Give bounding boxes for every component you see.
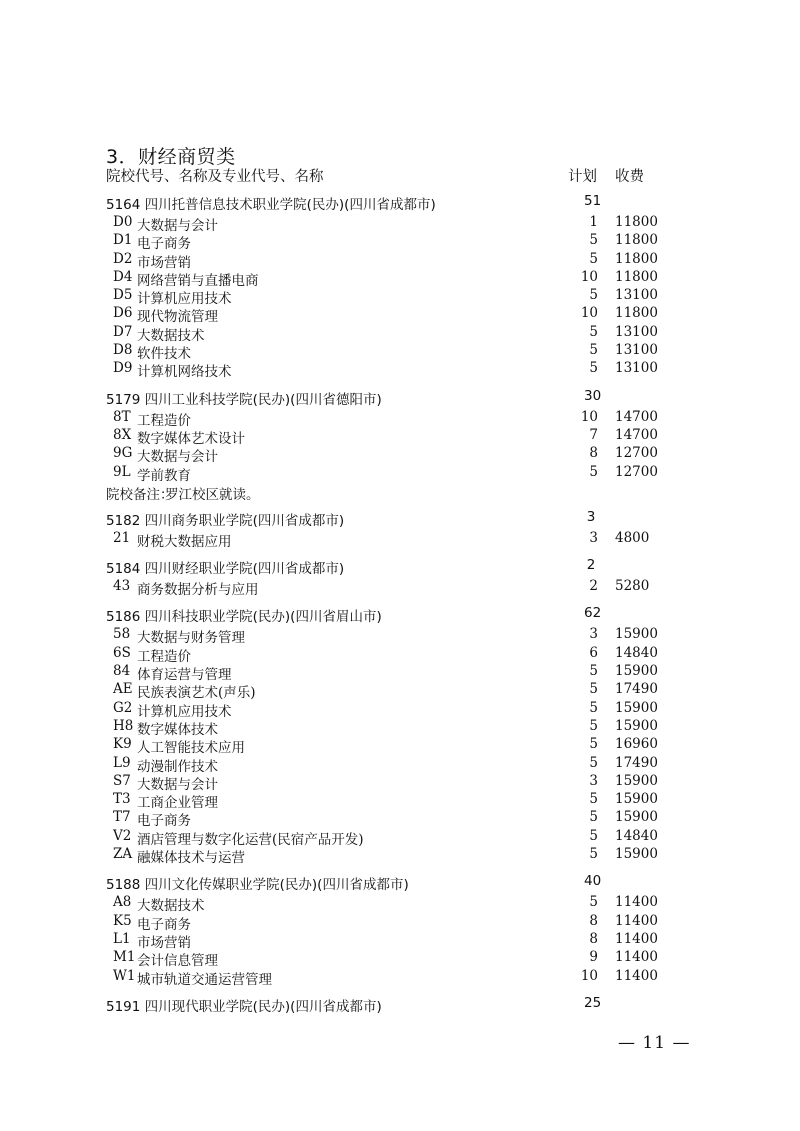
major-plan: 10 [580,408,598,425]
major-fee: 11400 [615,930,658,947]
major-code: K5 [113,912,132,929]
school-name: 5164 四川托普信息技术职业学院(民办)(四川省成都市) [106,197,436,213]
major-plan: 5 [589,360,598,377]
major-plan: 5 [589,250,598,267]
note-text: 罗江校区就读。 [165,486,260,503]
major-row [106,718,706,736]
school-row [106,992,706,1016]
major-code: D4 [113,268,133,285]
major-name: 大数据与会计 [137,776,218,793]
major-name: 电子商务 [137,813,191,830]
major-plan: 5 [589,827,598,844]
major-row [106,232,706,253]
major-plan: 8 [589,930,598,947]
major-row [106,681,706,702]
school-row [106,870,706,894]
major-fee: 15900 [615,626,658,643]
major-fee: 11800 [615,250,658,267]
major-name: 大数据与会计 [137,449,218,466]
major-fee: 11800 [615,268,658,285]
major-code: W1 [113,967,136,984]
major-fee: 13100 [615,323,658,340]
major-code: 9L [113,463,131,480]
major-plan: 5 [589,663,598,680]
major-fee: 15900 [615,663,658,680]
note-label: 院校备注： [106,486,174,503]
school-row [106,190,706,214]
major-code: G2 [113,699,133,716]
major-fee: 5280 [615,578,650,595]
major-code: H8 [113,717,134,734]
major-row [106,360,706,381]
major-name: 动漫制作技术 [137,758,218,775]
school-plan: 51 [584,193,602,209]
major-code: D1 [113,232,133,249]
major-plan: 8 [589,445,598,462]
major-plan: 5 [589,681,598,698]
major-fee: 11400 [615,912,658,929]
major-name: 财税大数据应用 [137,533,232,550]
major-row [106,645,706,663]
major-plan: 5 [589,846,598,863]
major-fee: 13100 [615,342,658,359]
major-code: 6S [113,644,131,661]
major-code: V2 [113,827,132,844]
major-code: 43 [113,578,131,595]
major-code: ZA [113,846,133,863]
major-plan: 5 [589,717,598,734]
school-name: 5184 四川财经职业学院(四川省成都市) [106,561,345,578]
major-name: 民族表演艺术(声乐) [137,685,256,702]
major-fee: 11800 [615,232,658,249]
major-plan: 10 [580,268,598,285]
school-plan: 40 [584,873,602,890]
major-code: 8X [113,426,132,443]
major-row [106,846,706,867]
major-plan: 8 [589,912,598,929]
section-title: 3．财经商贸类 [106,146,236,168]
school-row [106,385,706,409]
major-fee: 11400 [615,894,658,911]
major-code: S7 [113,772,131,789]
school-plan: 2 [586,557,596,574]
major-fee: 15900 [615,791,658,808]
major-name: 商务数据分析与应用 [137,582,259,599]
major-name: 软件技术 [137,346,191,363]
major-name: 大数据与财务管理 [137,630,245,647]
major-code: D8 [113,342,133,359]
major-plan: 5 [589,323,598,340]
major-code: AE [113,681,133,698]
major-code: L9 [113,754,131,771]
major-fee: 15900 [615,717,658,734]
major-code: A8 [113,894,132,911]
school-plan: 3 [586,508,596,525]
major-fee: 16960 [615,736,658,753]
major-code: T7 [113,809,131,826]
major-row [106,427,706,445]
major-plan: 7 [589,426,598,443]
major-name: 工程造价 [137,412,191,429]
major-row [106,251,706,269]
major-plan: 5 [589,809,598,826]
major-code: M1 [113,949,136,966]
major-name: 大数据技术 [137,327,205,344]
school-name: 5191 四川现代职业学院(民办)(四川省成都市) [106,998,382,1015]
major-code: 8T [113,408,131,425]
major-row [106,913,706,931]
major-plan: 3 [589,626,598,643]
major-name: 大数据与会计 [137,218,218,234]
major-fee: 11400 [615,967,658,984]
major-plan: 5 [589,699,598,716]
major-row [106,773,706,791]
major-fee: 15900 [615,846,658,863]
major-row [106,755,706,773]
major-row [106,445,706,466]
major-fee: 17490 [615,754,658,771]
major-fee: 15900 [615,809,658,826]
major-plan: 5 [589,232,598,249]
major-fee: 11800 [615,214,658,230]
major-name: 酒店管理与数字化运营(民宿产品开发) [137,831,364,848]
school-row [106,602,706,626]
major-fee: 12700 [615,463,658,480]
major-code: D6 [113,305,133,322]
major-fee: 14700 [615,426,658,443]
major-row [106,894,706,915]
major-name: 计算机网络技术 [137,364,232,381]
major-plan: 5 [589,736,598,753]
major-fee: 17490 [615,681,658,698]
major-code: 58 [113,626,131,643]
major-fee: 15900 [615,772,658,789]
major-plan: 3 [589,529,598,546]
school-name: 5186 四川科技职业学院(民办)(四川省眉山市) [106,609,382,626]
major-row [106,530,706,548]
major-fee: 11800 [615,305,658,322]
major-name: 大数据技术 [137,898,205,915]
major-name: 市场营销 [137,934,191,951]
header-fee-label: 收费 [615,169,644,185]
major-name: 网络营销与直播电商 [137,272,259,289]
school-row [106,554,706,578]
major-fee: 15900 [615,699,658,716]
school-plan: 30 [584,387,602,404]
major-row [106,269,706,287]
major-fee: 14840 [615,644,658,661]
major-plan: 9 [589,949,598,966]
major-name: 融媒体技术与运营 [137,850,245,867]
major-row [106,700,706,718]
major-row [106,931,706,949]
school-name: 5179 四川工业科技学院(民办)(四川省德阳市) [106,391,382,408]
major-plan: 5 [589,287,598,304]
major-row [106,305,706,326]
major-name: 工商企业管理 [137,795,218,812]
major-row [106,736,706,757]
table-header [106,165,666,185]
major-plan: 5 [589,791,598,808]
major-name: 电子商务 [137,236,191,253]
major-plan: 5 [589,894,598,911]
major-name: 计算机应用技术 [137,703,232,720]
major-row [106,342,706,363]
major-row [106,949,706,970]
major-plan: 5 [589,342,598,359]
major-row [106,828,706,846]
page-number: — 11 — [618,1033,691,1053]
major-row [106,968,706,986]
school-note [106,482,706,503]
major-name: 会计信息管理 [137,953,218,970]
school-list [106,190,706,1016]
major-fee: 14840 [615,827,658,844]
major-plan: 10 [580,967,598,984]
major-fee: 13100 [615,360,658,377]
major-name: 计算机应用技术 [137,291,232,308]
major-name: 数字媒体技术 [137,721,218,738]
major-code: 9G [113,445,133,462]
major-code: D0 [113,214,133,230]
major-row [106,287,706,308]
major-plan: 5 [589,754,598,771]
major-code: D7 [113,323,133,340]
major-row [106,578,706,599]
school-plan: 25 [584,994,602,1011]
major-name: 现代物流管理 [137,309,218,326]
major-name: 学前教育 [137,467,191,484]
major-fee: 4800 [615,529,650,546]
major-row [106,626,706,647]
major-code: 21 [113,529,131,546]
major-name: 工程造价 [137,648,191,665]
major-name: 数字媒体艺术设计 [137,430,245,447]
major-plan: 1 [589,214,598,230]
major-fee: 11400 [615,949,658,966]
major-name: 市场营销 [137,254,191,271]
header-institution-label: 院校代号、名称及专业代号、名称 [106,169,324,185]
school-row [106,506,706,530]
major-code: T3 [113,791,131,808]
major-plan: 10 [580,305,598,322]
major-fee: 14700 [615,408,658,425]
major-plan: 3 [589,772,598,789]
major-plan: 5 [589,463,598,480]
major-code: D5 [113,287,133,304]
major-plan: 6 [589,644,598,661]
major-fee: 13100 [615,287,658,304]
school-plan: 62 [584,605,602,622]
major-fee: 12700 [615,445,658,462]
major-code: 84 [113,663,131,680]
major-code: D2 [113,250,133,267]
major-name: 城市轨道交通运营管理 [137,971,272,988]
major-code: D9 [113,360,133,377]
school-name: 5182 四川商务职业学院(四川省成都市) [106,512,345,529]
major-name: 体育运营与管理 [137,667,232,684]
major-plan: 2 [589,578,598,595]
major-row [106,214,706,232]
major-row [106,464,706,482]
major-row [106,324,706,342]
header-plan-label: 计划 [568,169,597,185]
major-row [106,809,706,830]
school-name: 5188 四川文化传媒职业学院(民办)(四川省成都市) [106,877,409,894]
major-code: K9 [113,736,132,753]
major-name: 人工智能技术应用 [137,740,245,757]
major-row [106,409,706,427]
major-row [106,663,706,684]
major-code: L1 [113,930,131,947]
major-row [106,791,706,812]
major-name: 电子商务 [137,916,191,933]
